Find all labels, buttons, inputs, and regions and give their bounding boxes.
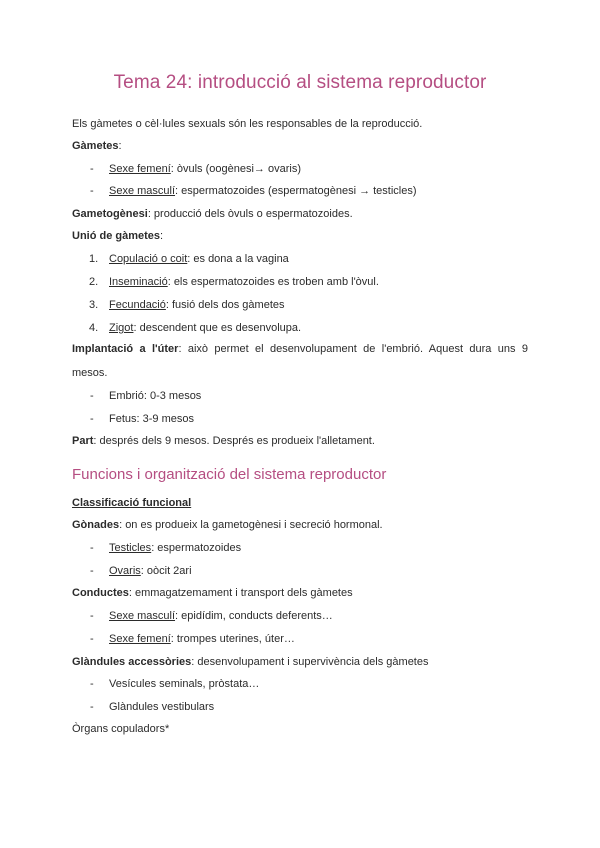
implantacio-label: Implantació a l'úter	[72, 343, 179, 355]
list-item-term: Sexe masculí	[109, 185, 176, 197]
list-item-term: Testicles	[109, 542, 152, 554]
list-item-text: : epidídim, conducts deferents…	[175, 610, 333, 622]
numbered-item-term: Inseminació	[109, 276, 168, 288]
list-item-text: Vesícules seminals, pròstata…	[109, 678, 260, 690]
bullet: -	[90, 185, 94, 197]
item-number: 2.	[89, 276, 99, 288]
gametogenesi-text: : producció dels òvuls o espermatozoides.	[147, 208, 353, 220]
list-item-text: : trompes uterines, úter…	[170, 633, 295, 645]
item-number: 1.	[89, 253, 99, 265]
bullet: -	[90, 413, 94, 425]
bullet: -	[90, 610, 94, 622]
item-number: 4.	[89, 322, 99, 334]
section-subheading: Classificació funcional	[72, 497, 192, 509]
glandules-text: : desenvolupament i supervivència dels gàmetes	[191, 656, 429, 668]
numbered-item-text: : es dona a la vagina	[187, 253, 289, 265]
glandules-paragraph	[72, 655, 428, 669]
implantacio-text-line2: mesos.	[72, 367, 108, 379]
conductes-text: : emmagatzemament i transport dels gàmetes	[128, 587, 353, 599]
list-item-text: : oòcit 2ari	[140, 565, 192, 577]
part-paragraph	[72, 434, 375, 448]
list-item-text: : espermatozoides (espermatogènesi → testicles)	[175, 185, 417, 197]
bullet: -	[90, 542, 94, 554]
list-item-text: Embrió: 0-3 mesos	[109, 390, 202, 402]
gonades-text: : on es produeix la gametogènesi i secreció hormonal.	[119, 519, 383, 531]
gonades-paragraph	[72, 518, 383, 532]
numbered-item-term: Copulació o coit	[109, 253, 188, 265]
numbered-item-text: : els espermatozoides es troben amb l'òvul.	[167, 276, 379, 288]
part-label: Part	[72, 435, 94, 447]
unio-heading: Unió de gàmetes:	[72, 230, 164, 242]
gametogenesi-paragraph	[72, 207, 353, 221]
numbered-item-term: Zigot	[109, 322, 134, 334]
numbered-item-text: : descendent que es desenvolupa.	[133, 322, 302, 334]
list-item-text: Fetus: 3-9 mesos	[109, 413, 194, 425]
list-item-text: : espermatozoides	[151, 542, 242, 554]
item-number: 3.	[89, 299, 99, 311]
list-item-term: Sexe femení	[109, 163, 171, 175]
gonades-label: Gònades	[72, 519, 120, 531]
section-heading: Funcions i organització del sistema reproductor	[72, 466, 387, 483]
bullet: -	[90, 565, 94, 577]
conductes-paragraph	[72, 586, 353, 600]
organs-paragraph: Òrgans copuladors*	[72, 723, 170, 735]
gametes-heading: Gàmetes:	[72, 140, 122, 152]
numbered-item-term: Fecundació	[109, 299, 166, 311]
list-item-term: Sexe femení	[109, 633, 171, 645]
glandules-label: Glàndules accessòries	[72, 656, 192, 668]
implantacio-text-line1: : això permet el desenvolupament de l'embrió. Aquest dura uns 9	[178, 343, 528, 355]
list-item-term: Ovaris	[109, 565, 141, 577]
gametogenesi-label: Gametogènesi	[72, 208, 148, 220]
intro-paragraph: Els gàmetes o cèl·lules sexuals són les responsables de la reproducció.	[72, 118, 423, 130]
bullet: -	[90, 701, 94, 713]
gametes-label: Gàmetes	[72, 140, 119, 152]
bullet: -	[90, 390, 94, 402]
numbered-item-text: : fusió dels dos gàmetes	[165, 299, 285, 311]
part-text: : després dels 9 mesos. Després es produeix l'alletament.	[93, 435, 375, 447]
list-item-text: Glàndules vestibulars	[109, 701, 215, 713]
bullet: -	[90, 633, 94, 645]
page-title: Tema 24: introducció al sistema reproductor	[113, 72, 487, 93]
implantacio-paragraph	[72, 343, 528, 355]
list-item-term: Sexe masculí	[109, 610, 176, 622]
unio-label: Unió de gàmetes	[72, 230, 161, 242]
bullet: -	[90, 163, 94, 175]
bullet: -	[90, 678, 94, 690]
conductes-label: Conductes	[72, 587, 129, 599]
list-item-text: : òvuls (oogènesi→ ovaris)	[170, 163, 301, 175]
